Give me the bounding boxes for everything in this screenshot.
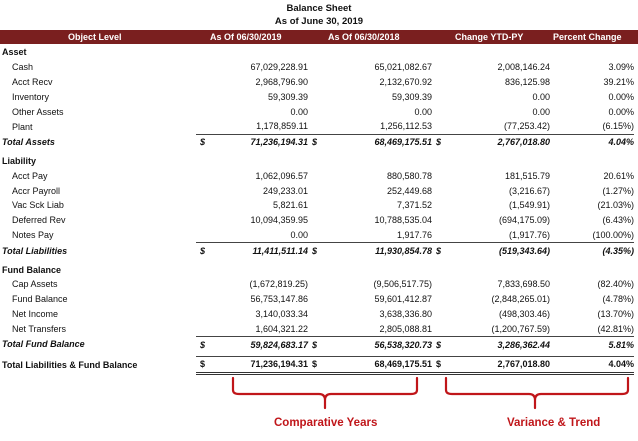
value-2018: 1,256,112.53 bbox=[380, 121, 432, 132]
total-label: Total Fund Balance bbox=[2, 339, 85, 350]
value-2019: 5,821.61 bbox=[272, 200, 308, 211]
change-value: 0.00 bbox=[532, 91, 550, 102]
account-row bbox=[0, 228, 634, 243]
variance-trend-label: Variance & Trend bbox=[507, 417, 601, 429]
value-2019: 2,968,796.90 bbox=[255, 76, 308, 87]
value-2019: 1,604,321.22 bbox=[255, 323, 308, 334]
currency-symbol: $ bbox=[200, 339, 206, 350]
change-value: 0.00 bbox=[532, 106, 550, 117]
value-2019: 3,140,033.34 bbox=[255, 308, 308, 319]
account-name: Net Income bbox=[12, 308, 59, 319]
change-value: 181,515.79 bbox=[504, 170, 550, 181]
total-v2018 bbox=[308, 337, 432, 352]
grand-total-v2019 bbox=[196, 356, 308, 373]
account-name: Net Transfers bbox=[12, 323, 67, 334]
percent-change: (1.27%) bbox=[602, 185, 635, 196]
balance-sheet-table bbox=[0, 45, 634, 375]
account-row bbox=[0, 277, 634, 292]
value-2019: 56,753,147.86 bbox=[250, 294, 308, 305]
percent-change: 0.00% bbox=[608, 106, 635, 117]
total-row bbox=[0, 134, 634, 149]
total-row bbox=[0, 243, 634, 258]
section-label: Liability bbox=[2, 155, 37, 166]
report-title: Balance Sheet bbox=[286, 3, 352, 14]
value-2019: 0.00 bbox=[290, 106, 308, 117]
total-v2018 bbox=[308, 243, 432, 258]
value-2019: 0.00 bbox=[290, 229, 308, 240]
account-row bbox=[0, 292, 634, 307]
currency-symbol: $ bbox=[312, 339, 318, 350]
value-2019: 249,233.01 bbox=[262, 185, 308, 196]
currency-symbol: $ bbox=[312, 137, 318, 148]
value-2019: (1,672,819.25) bbox=[249, 279, 308, 290]
currency-symbol: $ bbox=[436, 359, 442, 370]
value-2018: 880,580.78 bbox=[386, 170, 432, 181]
currency-symbol: $ bbox=[436, 245, 442, 256]
header-as-of-2019: As Of 06/30/2019 bbox=[210, 32, 282, 42]
account-name: Cash bbox=[12, 62, 34, 73]
change-value: 836,125.98 bbox=[504, 76, 550, 87]
total-v2019 bbox=[196, 134, 308, 149]
header-as-of-2018: As Of 06/30/2018 bbox=[328, 32, 400, 42]
report-subtitle: As of June 30, 2019 bbox=[274, 16, 364, 27]
currency-symbol: $ bbox=[312, 359, 318, 370]
grand-total-v2018 bbox=[308, 356, 432, 373]
change-value: (77,253.42) bbox=[503, 121, 550, 132]
total-change bbox=[432, 243, 550, 258]
account-row bbox=[0, 104, 634, 119]
currency-symbol: $ bbox=[200, 137, 206, 148]
account-row bbox=[0, 213, 634, 228]
total-value: 2,767,018.80 bbox=[497, 137, 550, 148]
currency-symbol: $ bbox=[436, 137, 442, 148]
total-value: 3,286,362.44 bbox=[497, 339, 550, 350]
change-value: (2,848,265.01) bbox=[491, 294, 550, 305]
value-2018: 252,449.68 bbox=[386, 185, 432, 196]
total-value: 56,538,320.73 bbox=[374, 339, 432, 350]
account-row bbox=[0, 198, 634, 213]
account-name: Acct Pay bbox=[12, 170, 48, 181]
currency-symbol: $ bbox=[312, 245, 318, 256]
total-value: 59,824,683.17 bbox=[250, 339, 308, 350]
percent-change: (6.43%) bbox=[602, 215, 635, 226]
account-row bbox=[0, 183, 634, 198]
value-2019: 10,094,359.95 bbox=[250, 215, 308, 226]
total-label: Total Assets bbox=[2, 136, 55, 147]
total-percent: 4.04% bbox=[550, 134, 634, 149]
value-2018: (9,506,517.75) bbox=[373, 279, 432, 290]
grand-total-value: 71,236,194.31 bbox=[250, 359, 308, 370]
currency-symbol: $ bbox=[436, 339, 442, 350]
account-row bbox=[0, 307, 634, 322]
total-value: 11,930,854.78 bbox=[375, 245, 432, 256]
total-value: 11,411,511.14 bbox=[252, 245, 308, 256]
percent-change: 3.09% bbox=[608, 62, 635, 73]
account-name: Vac Sck Liab bbox=[12, 200, 64, 211]
account-row bbox=[0, 321, 634, 336]
grand-total-row bbox=[0, 356, 634, 373]
grand-total-value: 2,767,018.80 bbox=[497, 359, 550, 370]
value-2019: 67,029,228.91 bbox=[250, 62, 308, 73]
total-change bbox=[432, 134, 550, 149]
grand-total-percent: 4.04% bbox=[550, 356, 634, 373]
account-row bbox=[0, 168, 634, 183]
change-value: (3,216.67) bbox=[508, 185, 550, 196]
change-value: 7,833,698.50 bbox=[497, 279, 550, 290]
value-2018: 59,309.39 bbox=[391, 91, 432, 102]
account-name: Deferred Rev bbox=[12, 215, 66, 226]
section-header-row bbox=[0, 45, 634, 60]
value-2018: 7,371.52 bbox=[396, 200, 432, 211]
percent-change: 39.21% bbox=[603, 76, 635, 87]
total-value: 68,469,175.51 bbox=[374, 137, 432, 148]
value-2018: 3,638,336.80 bbox=[379, 308, 432, 319]
change-value: 2,008,146.24 bbox=[497, 62, 550, 73]
grand-total-value: 68,469,175.51 bbox=[374, 359, 432, 370]
account-row bbox=[0, 75, 634, 90]
total-percent: 5.81% bbox=[550, 337, 634, 352]
total-percent: (4.35%) bbox=[550, 243, 634, 258]
currency-symbol: $ bbox=[200, 359, 206, 370]
section-label: Fund Balance bbox=[2, 264, 62, 275]
comparative-years-bracket bbox=[231, 376, 421, 410]
account-name: Acct Recv bbox=[12, 76, 53, 87]
value-2018: 2,805,088.81 bbox=[379, 323, 432, 334]
account-row bbox=[0, 89, 634, 104]
percent-change: (100.00%) bbox=[592, 229, 635, 240]
account-name: Inventory bbox=[12, 91, 50, 102]
total-change bbox=[432, 337, 550, 352]
header-percent-change: Percent Change bbox=[553, 32, 622, 42]
header-object-level: Object Level bbox=[68, 32, 122, 42]
change-value: (1,549.91) bbox=[508, 200, 550, 211]
section-header-row bbox=[0, 154, 634, 169]
percent-change: (21.03%) bbox=[597, 200, 635, 211]
comparative-years-label: Comparative Years bbox=[274, 417, 378, 429]
total-value: 71,236,194.31 bbox=[250, 137, 308, 148]
currency-symbol: $ bbox=[200, 245, 206, 256]
total-v2019 bbox=[196, 337, 308, 352]
value-2018: 59,601,412.87 bbox=[374, 294, 432, 305]
change-value: (694,175.09) bbox=[498, 215, 550, 226]
total-v2019 bbox=[196, 243, 308, 258]
change-value: (1,917.76) bbox=[508, 229, 550, 240]
percent-change: (82.40%) bbox=[597, 279, 635, 290]
variance-trend-bracket bbox=[444, 376, 634, 410]
value-2018: 1,917.76 bbox=[396, 229, 432, 240]
value-2019: 1,178,859.11 bbox=[256, 121, 308, 132]
header-change-ytd-py: Change YTD-PY bbox=[455, 32, 524, 42]
account-name: Notes Pay bbox=[12, 230, 54, 241]
change-value: (1,200,767.59) bbox=[491, 323, 550, 334]
value-2018: 65,021,082.67 bbox=[374, 62, 432, 73]
value-2019: 1,062,096.57 bbox=[255, 170, 308, 181]
grand-total-label: Total Liabilities & Fund Balance bbox=[2, 359, 138, 370]
account-row bbox=[0, 60, 634, 75]
percent-change: (4.78%) bbox=[602, 294, 635, 305]
percent-change: 0.00% bbox=[608, 91, 635, 102]
value-2018: 0.00 bbox=[414, 106, 432, 117]
percent-change: (42.81%) bbox=[597, 323, 635, 334]
total-v2018 bbox=[308, 134, 432, 149]
value-2018: 10,788,535.04 bbox=[374, 215, 432, 226]
account-name: Cap Assets bbox=[12, 279, 58, 290]
change-value: (498,303.46) bbox=[498, 308, 550, 319]
account-name: Plant bbox=[12, 121, 33, 132]
account-row bbox=[0, 119, 634, 134]
percent-change: 20.61% bbox=[603, 170, 635, 181]
section-header-row bbox=[0, 262, 634, 277]
percent-change: (6.15%) bbox=[602, 121, 635, 132]
percent-change: (13.70%) bbox=[597, 308, 635, 319]
value-2018: 2,132,670.92 bbox=[379, 76, 432, 87]
account-name: Other Assets bbox=[12, 106, 64, 117]
column-header-bar bbox=[0, 30, 638, 44]
grand-total-change bbox=[432, 356, 550, 373]
account-name: Fund Balance bbox=[12, 294, 68, 305]
section-label: Asset bbox=[2, 47, 27, 58]
total-value: (519,343.64) bbox=[498, 245, 550, 256]
value-2019: 59,309.39 bbox=[267, 91, 308, 102]
total-label: Total Liabilities bbox=[2, 245, 68, 256]
total-row bbox=[0, 337, 634, 352]
account-name: Accr Payroll bbox=[12, 185, 61, 196]
